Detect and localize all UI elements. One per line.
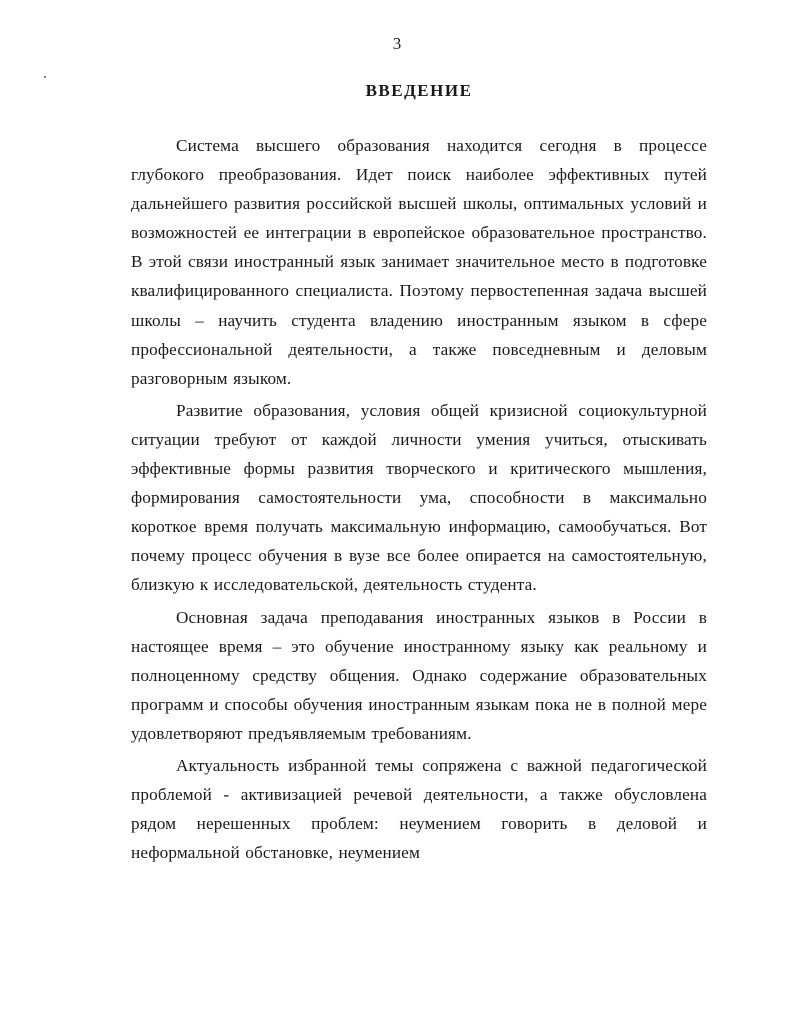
page-number: 3 bbox=[392, 34, 402, 53]
page-title: ВВЕДЕНИЕ bbox=[365, 81, 473, 100]
paragraph-2: Развитие образования, условия общей кризисной социокультурной ситуации требуют от каждой личности умения учиться, отыскивать эффективные формы развития творческого и критического мышления, формирования самостоятельности ума, способности в максимально короткое время получать максимальную информацию, самообучаться. Вот почему процесс обучения в вузе все более опирается на самостоятельную, близкую к исследовательской, деятельность студента. bbox=[131, 400, 707, 595]
paragraph-4: Актуальность избранной темы сопряжена с важной педагогической проблемой - активизацией речевой деятельности, а также обусловлена рядом нерешенных проблем: неумением говорить в деловой и неформальной обстановке, неумением bbox=[131, 755, 707, 863]
paragraph-3: Основная задача преподавания иностранных языков в России в настоящее время – это обучение иностранному языку как реальному и полноценному средству общения. Однако содержание образовательных программ и способы обучения иностранным языкам пока не в полной мере удовлетворяют предъявляемым требованиям. bbox=[131, 607, 707, 743]
paragraph-1: Система высшего образования находится сегодня в процессе глубокого преобразования. Идет поиск наиболее эффективных путей дальнейшего развития российской высшей школы, оптимальных условий и возможностей ее интеграции в европейское образовательное пространство. В этой связи иностранный язык занимает значительное место в подготовке квалифицированного специалиста. Поэтому первостепенная задача высшей школы – научить студента владению иностранным языком в сфере профессиональной деятельности, а также повседневным и деловым разговорным языком. bbox=[131, 136, 707, 388]
body-text bbox=[131, 131, 707, 867]
scan-artifact-dot bbox=[44, 76, 46, 78]
